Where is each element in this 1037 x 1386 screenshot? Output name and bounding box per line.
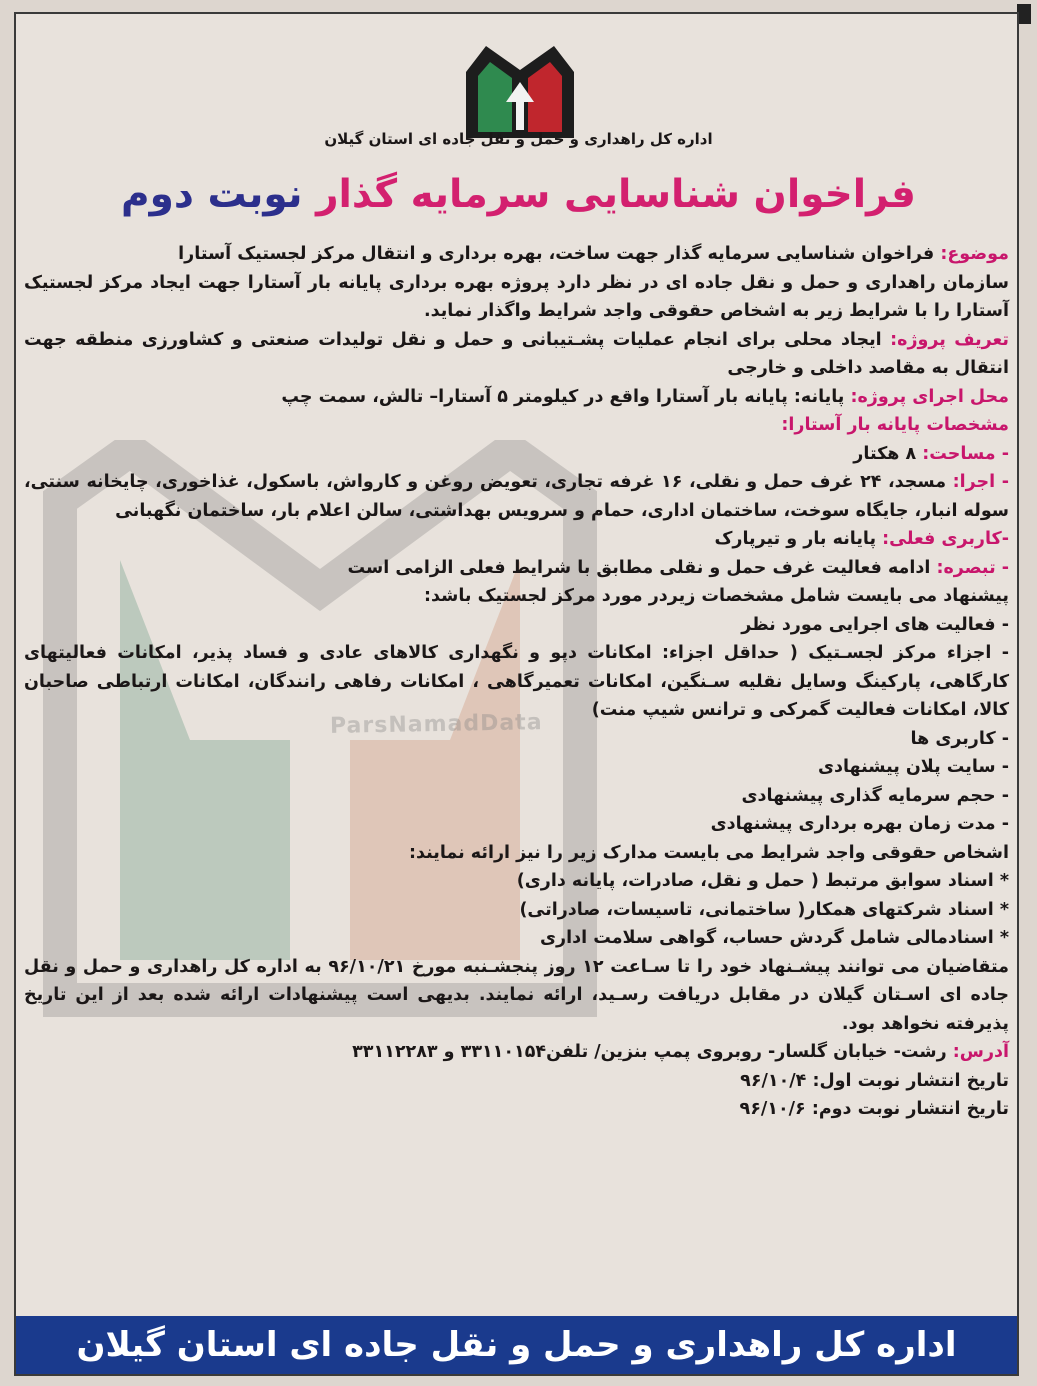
usage-label: -کاربری فعلی: — [882, 529, 1009, 549]
exec-text: مسجد، ۲۴ غرف حمل و نقلی، ۱۶ غرفه تجاری، تعویض روغن و کارواش، باسکول، غذاخوری، چایخانه سنتی، سوله انبار، جایگاه سوخت، ساختمان اداری، حمام و سرویس بهداشتی، سالن اعلام بار، ساختمان نگهبانی — [24, 472, 1009, 521]
deadline-paragraph: متقاضیان می توانند پیشـنهاد خود را تا سـاعت ۱۲ روز پنجشـنبه مورخ ۹۶/۱۰/۲۱ به اداره کل راهداری و حمل و نقل جاده ای اسـتان گیلان در مقابل دریافت رسـید، ارائه نمایند. بدیهی است پیشنهادات ارائه شده بعد از این تاریخ پذیرفته نخواهد بود. — [24, 956, 1010, 1034]
usage-text: پایانه بار و تیرپارک — [714, 529, 877, 549]
proposal-item: - فعالیت های اجرایی مورد نظر — [741, 614, 1009, 635]
docs-item: * اسناد شرکتهای همکار( ساختمانی، تاسیسات، صادراتی) — [519, 899, 1009, 920]
definition-paragraph — [24, 326, 1009, 383]
page-title — [0, 172, 1037, 217]
definition-text: ایجاد محلی برای انجام عملیات پشـتیبانی و حمل و نقل تولیدات صنعتی و کشاورزی منطقه جهت انتقال به مقاصد داخلی و خارجی — [24, 329, 1009, 378]
note-paragraph — [24, 554, 1009, 583]
address-text: رشت- خیابان گلسار- روبروی پمپ بنزین/ تلفن۳۳۱۱۰۱۵۴ و ۳۳۱۱۲۲۸۳ — [352, 1042, 947, 1062]
subject-text: فراخوان شناسایی سرمایه گذار جهت ساخت، بهره برداری و انتقال مرکز لجستیک آستارا — [178, 244, 935, 264]
specs-label: مشخصات پایانه بار آستارا: — [781, 415, 1009, 435]
road-organization-logo-icon — [462, 42, 578, 140]
specs-heading — [24, 411, 1009, 440]
watermark-text: ParsNamadData — [329, 710, 543, 739]
organization-name: اداره کل راهداری و حمل و نقل جاده ای استان گیلان — [324, 130, 713, 148]
proposal-item: - سایت پلان پیشنهادی — [817, 757, 1009, 777]
usage-paragraph — [24, 525, 1009, 554]
area-paragraph — [24, 440, 1009, 469]
subject-paragraph — [24, 240, 1009, 269]
corner-mark — [1017, 4, 1031, 24]
exec-paragraph — [24, 468, 1009, 525]
address-label: آدرس: — [952, 1042, 1009, 1062]
footer-banner: اداره کل راهداری و حمل و نقل جاده ای استان گیلان — [16, 1316, 1017, 1374]
definition-label: تعریف پروژه: — [890, 329, 1010, 350]
docs-intro: اشخاص حقوقی واجد شرایط می بایست مدارک زیر را نیز ارائه نمایند: — [409, 842, 1009, 863]
area-label: - مساحت: — [922, 443, 1009, 464]
proposal-item: - حجم سرمایه گذاری پیشنهادی — [741, 785, 1009, 806]
proposal-item: - اجزاء مرکز لجسـتیک ( حداقل اجزاء: امکانات دپو و نگهداری کالاهای عادی و فساد پذیر، امکانات فعالیتهای کارگاهی، پارکینگ وسایل نقلیه سـنگین، امکانات تعمیرگاهی ، امکانات رفاهی رانندگان، امکانات ارتباطی صاحبان کالا، امکانات فعالیت گمرکی و ترانس شیپ منت) — [24, 643, 1009, 720]
intro-paragraph: سازمان راهداری و حمل و نقل جاده ای در نظر دارد پروژه بهره برداری پایانه بار آستارا جهت ایجاد مرکز لجستیک آستارا را با شرایط زیر به اشخاص حقوقی واجد شرایط واگذار نماید. — [24, 272, 1009, 321]
proposal-intro: پیشنهاد می بایست شامل مشخصات زیردر مورد مرکز لجستیک باشد: — [424, 586, 1009, 606]
proposal-item: - کاربری ها — [910, 728, 1009, 749]
address-paragraph — [24, 1038, 1009, 1067]
publish-date-first: تاریخ انتشار نوبت اول: ۹۶/۱۰/۴ — [740, 1070, 1009, 1091]
title-round: نوبت دوم — [121, 172, 303, 217]
title-main: فراخوان شناسایی سرمایه گذار — [316, 172, 916, 217]
docs-item: * اسناد سوابق مرتبط ( حمل و نقل، صادرات، پایانه داری) — [516, 871, 1009, 891]
location-label: محل اجرای پروژه: — [850, 386, 1009, 407]
note-label: - تبصره: — [936, 557, 1009, 578]
location-text: پایانه: پایانه بار آستارا واقع در کیلومتر ۵ آستارا– تالش، سمت چپ — [281, 386, 845, 407]
note-text: ادامه فعالیت غرف حمل و نقلی مطابق با شرایط فعلی الزامی است — [347, 557, 931, 578]
area-text: ۸ هکتار — [853, 443, 917, 464]
notice-body — [24, 240, 1009, 1124]
docs-item: * اسنادمالی شامل گردش حساب، گواهی سلامت اداری — [540, 928, 1009, 948]
exec-label: - اجرا: — [952, 472, 1010, 492]
subject-label: موضوع: — [940, 244, 1009, 264]
proposal-item: - مدت زمان بهره برداری پیشنهادی — [710, 814, 1009, 834]
publish-date-second: تاریخ انتشار نوبت دوم: ۹۶/۱۰/۶ — [739, 1099, 1009, 1119]
location-paragraph — [24, 383, 1009, 412]
